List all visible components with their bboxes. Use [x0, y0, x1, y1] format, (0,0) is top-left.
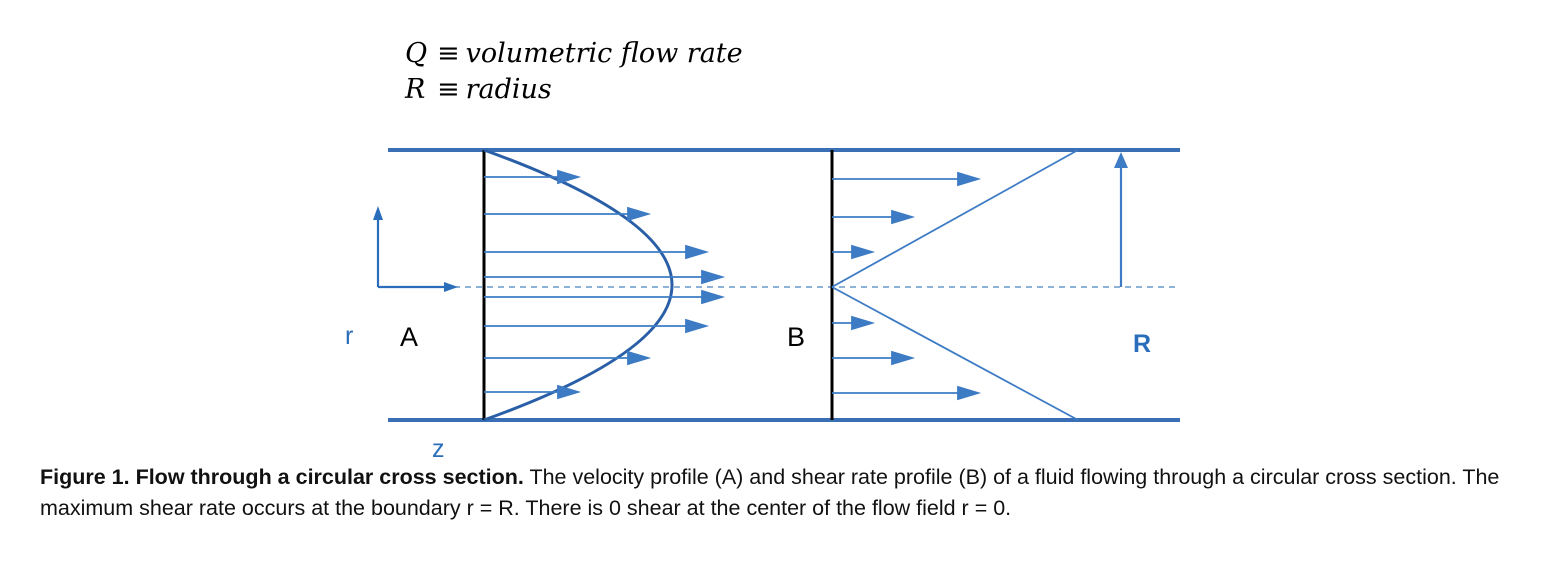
velocity-vector: [484, 171, 578, 183]
panel-label-b: B: [787, 322, 806, 352]
radius-label: R: [1133, 330, 1152, 358]
velocity-vectors: [484, 171, 722, 398]
radius-arrowhead: [1114, 152, 1128, 168]
velocity-vector: [484, 291, 722, 303]
shear-vector: [832, 173, 978, 185]
figure-caption: [40, 462, 1530, 523]
velocity-vector: [484, 320, 706, 332]
shear-profile-upper: [832, 150, 1078, 287]
panel-label-a: A: [400, 322, 419, 352]
axis-label-r: r: [345, 322, 354, 350]
legend-relation-q: ≡: [437, 38, 460, 69]
caption-title: Figure 1. Flow through a circular cross section.: [40, 465, 524, 489]
velocity-vector: [484, 246, 706, 258]
flow-diagram: [0, 130, 1565, 463]
legend-symbol-q: Q: [405, 38, 428, 69]
shear-vector: [832, 246, 872, 258]
velocity-vector: [484, 386, 578, 398]
r-axis-arrowhead: [373, 206, 383, 220]
velocity-profile-curve: [484, 150, 672, 420]
shear-vector: [832, 352, 912, 364]
shear-profile-lower: [832, 287, 1078, 420]
legend-relation-r: ≡: [437, 74, 460, 106]
velocity-vector: [484, 208, 648, 220]
symbol-legend: [405, 36, 743, 109]
velocity-vector: [484, 271, 722, 283]
legend-symbol-r: R: [405, 74, 426, 106]
z-axis-arrowhead: [444, 282, 458, 292]
radius-indicator: [1114, 152, 1128, 287]
legend-definition-q: volumetric flow rate: [465, 38, 743, 69]
shear-vector: [832, 317, 872, 329]
axis-label-z: z: [432, 435, 445, 463]
shear-vector: [832, 211, 912, 223]
shear-vectors: [832, 173, 978, 399]
legend-row-r: [405, 72, 743, 108]
caption-body: The velocity profile (A) and shear rate profile (B) of a fluid flowing through a circular cross section. The maximum shear rate occurs at the boundary r = R. There is 0 shear at the center of the flow field r = 0.: [40, 465, 1500, 520]
coordinate-axes: [373, 206, 458, 292]
legend-definition-r: radius: [465, 74, 552, 106]
legend-row-q: [405, 36, 743, 72]
flow-diagram-svg: [0, 130, 1565, 450]
shear-vector: [832, 387, 978, 399]
